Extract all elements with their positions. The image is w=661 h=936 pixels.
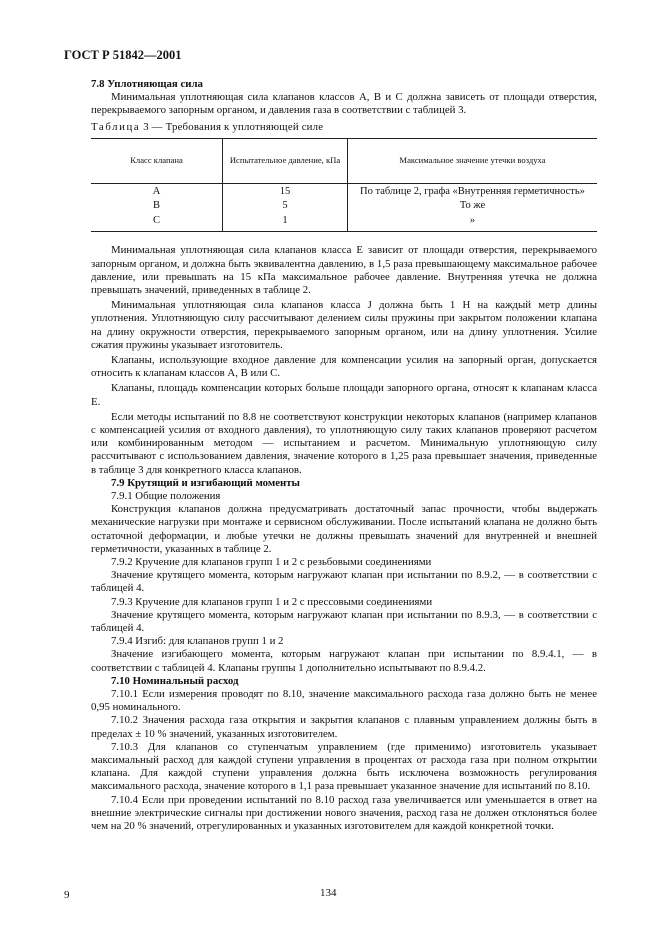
cell-class: A (152, 185, 161, 197)
paragraph-class-e: Минимальная уплотняющая сила клапанов класса E зависит от площади отверстия, перекрываемого запорным органом, и должна быть эквивалентна давлению, в 1,5 раза превышающему максимальное рабочее давление, или превышать на 15 кПа максимальное рабочее давление. Внутренняя утечка не должна превышать значений, приведенных в таблице 2. (91, 244, 597, 296)
table-row (91, 213, 597, 232)
cell-leakage: » (348, 213, 598, 232)
header-max-leakage: Максимальное значение утечки воздуха (348, 138, 598, 183)
section-7-8-heading: 7.8 Уплотняющая сила (91, 78, 203, 90)
paragraph-7-9-1: Конструкция клапанов должна предусматривать достаточный запас прочности, чтобы выдержать механические нагрузки при монтаже и сервисном обслуживании. После испытаний клапана не должно быть остаточной деформации, и любые утечки не должны превышать значений для внутренней и внешней герметичности, указанных в таблице 2. (91, 503, 597, 555)
cell-pressure: 15 (223, 183, 348, 198)
subsection-7-9-4: 7.9.4 Изгиб: для клапанов групп 1 и 2 (111, 635, 284, 648)
cell-leakage: То же (348, 198, 598, 213)
page-number-left: 9 (64, 889, 70, 901)
document-header: ГОСТ Р 51842—2001 (64, 48, 182, 62)
cell-pressure: 5 (223, 198, 348, 213)
paragraph-7-10-4: 7.10.4 Если при проведении испытаний по 8.10 расход газа увеличивается или уменьшается в ответ на внешние электрические сигналы при достижении нового значения, расход газа не должен отклоняться более чем на 20 % значений, отрегулированных и указанных изготовителем для каждой конкретной точки. (91, 793, 597, 833)
table-3-caption (91, 121, 597, 134)
table-3 (91, 138, 597, 233)
page-number-center: 134 (320, 887, 337, 899)
cell-class: B (152, 200, 160, 212)
cell-pressure: 1 (223, 213, 348, 232)
cell-leakage: По таблице 2, графа «Внутренняя герметичность» (348, 183, 598, 198)
table-title: 3 — Требования к уплотняющей силе (143, 120, 324, 133)
document-body (91, 78, 597, 833)
paragraph-test-methods: Если методы испытаний по 8.8 не соответствуют конструкции некоторых клапанов (например клапанов с компенсацией усилия от входного давления), то уплотняющую силу таких клапанов проверяют расчетом или комбинированным методом — испытанием и расчетом. Минимальную уплотняющую силу рассчитывают с использованием давления, значение которого в 1,25 раза превышает значения, приведенные в таблице 3 для конкретного класса клапанов. (91, 410, 597, 476)
paragraph-compensation-area: Клапаны, площадь компенсации которых больше площади запорного органа, относят к клапанам класса E. (91, 382, 597, 408)
header-valve-class: Класс клапана (91, 138, 223, 183)
paragraph-compensation: Клапаны, использующие входное давление для компенсации усилия на запорный орган, допускается относить к клапанам классов A, B или C. (91, 353, 597, 380)
subsection-7-9-2: 7.9.2 Кручение для клапанов групп 1 и 2 с резьбовыми соединениями (111, 555, 432, 568)
paragraph-7-9-4: Значение изгибающего момента, которым нагружают клапан при испытании по 8.9.4.1, — в соответствии с таблицей 4. Клапаны группы 1 дополнительно испытывают по 8.9.4.2. (91, 648, 597, 674)
table-header-row (91, 138, 597, 183)
table-row (91, 183, 597, 198)
subsection-7-9-3: 7.9.3 Кручение для клапанов групп 1 и 2 с прессовыми соединениями (111, 595, 433, 608)
table-label: Таблица (91, 120, 141, 133)
paragraph-7-10-1: 7.10.1 Если измерения проводят по 8.10, значение максимального расхода газа должно быть не менее 0,95 номинального. (91, 688, 597, 714)
cell-class: C (152, 214, 160, 226)
section-7-8-intro: Минимальная уплотняющая сила клапанов классов A, B и C должна зависеть от площади отверстия, перекрываемого запорным органом, и давления газа в соответствии с таблицей 3. (91, 91, 597, 117)
header-test-pressure: Испытательное давление, кПа (223, 138, 348, 183)
paragraph-7-10-2: 7.10.2 Значения расхода газа открытия и закрытия клапанов с плавным управлением должны быть в пределах ± 10 % значений, указанных изготовителем. (91, 714, 597, 740)
table-row (91, 198, 597, 213)
paragraph-7-9-3: Значение крутящего момента, которым нагружают клапан при испытании по 8.9.3, — в соответствии с таблицей 4. (91, 608, 597, 634)
paragraph-class-j: Минимальная уплотняющая сила клапанов класса J должна быть 1 Н на каждый метр длины уплотнения. Уплотняющую силу рассчитывают делением силы пружины при закрытом положении клапана на длину окружности отверстия, перекрываемого запорным органом, или на длину уплотнения. Усилие сжатия пружины указывает изготовитель. (91, 299, 597, 351)
section-7-9-heading: 7.9 Крутящий и изгибающий моменты (111, 476, 300, 489)
paragraph-7-10-3: 7.10.3 Для клапанов со ступенчатым управлением (где применимо) изготовитель указывает максимальный расход для каждой ступени управления в процентах от расхода газа при полном открытии клапана. Для каждой ступени управления должна быть исключена возможность регулирования максимального расхода, значение которого в 1,1 раза превышает указанное значение для испытаний по 8.10. (91, 740, 597, 793)
section-7-10-heading: 7.10 Номинальный расход (111, 674, 239, 687)
subsection-7-9-1: 7.9.1 Общие положения (111, 489, 221, 502)
paragraph-7-9-2: Значение крутящего момента, которым нагружают клапан при испытании по 8.9.2, — в соответствии с таблицей 4. (91, 569, 597, 595)
